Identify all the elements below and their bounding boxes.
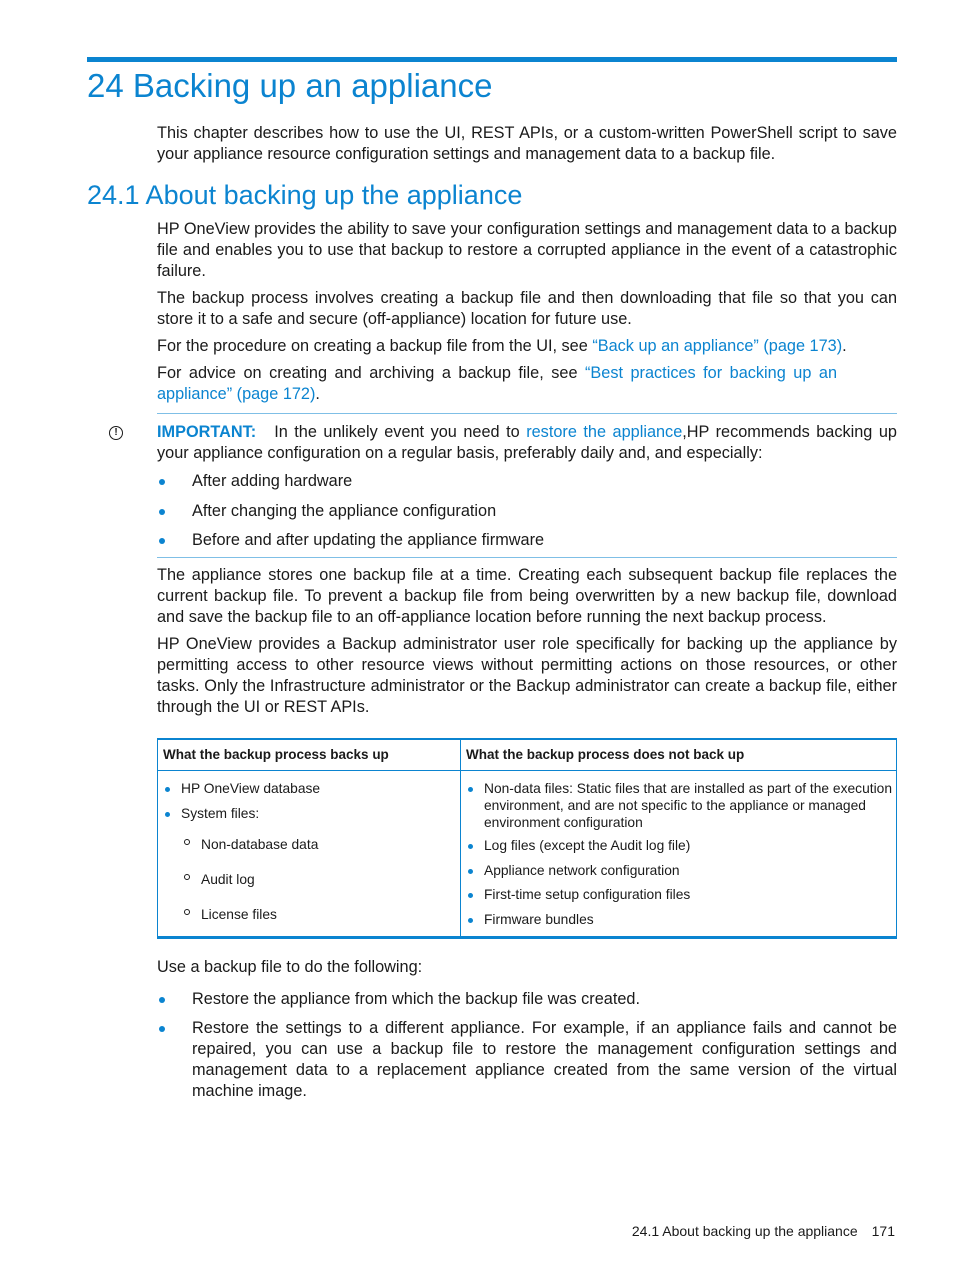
backs-up-list xyxy=(163,780,453,930)
important-label: IMPORTANT: xyxy=(157,423,257,441)
list-item: Restore the settings to a different appliance. For example, if an appliance fails and cannot be repaired, you can use a backup file to restore the management configuration settings and management data to a replacement appliance created from the same version of the virtual machine image. xyxy=(157,1018,897,1102)
chapter-intro: This chapter describes how to use the UI, REST APIs, or a custom-written PowerShell script to save your appliance resource configuration settings and management data to a backup file. xyxy=(157,124,897,163)
list-item: HP OneView database xyxy=(163,780,320,797)
bullet-icon xyxy=(165,787,170,792)
section-paragraph-2: The backup process involves creating a backup file and then downloading that file so that you can store it to a safe and secure (off-appliance) location for future use. xyxy=(157,289,897,328)
sub-list-item: Audit log xyxy=(183,871,255,888)
list-item: After adding hardware xyxy=(157,471,897,492)
body-paragraph-1: The appliance stores one backup file at a time. Creating each subsequent backup file replaces the current backup file. To prevent a backup file from being overwritten by a new backup file, download and save the backup file to an off-appliance location before running the next backup process. xyxy=(157,566,897,626)
uses-list xyxy=(157,989,897,1102)
section-paragraph-1: HP OneView provides the ability to save your configuration settings and management data to a backup file and enables you to use that backup to restore a corrupted appliance in the event of a catastrophic failure. xyxy=(157,220,897,280)
list-item: System files: xyxy=(163,805,259,822)
bullet-icon xyxy=(159,509,165,515)
bullet-icon xyxy=(159,479,165,485)
bullet-icon xyxy=(468,893,473,898)
chapter-rule xyxy=(87,57,897,62)
table-header-not-backed-up: What the backup process does not back up xyxy=(466,747,745,762)
list-item: Firmware bundles xyxy=(466,911,594,928)
page-number: 171 xyxy=(871,1223,895,1239)
bullet-icon xyxy=(468,918,473,923)
body-paragraph-2: HP OneView provides a Backup administrator user role specifically for backing up the appliance by permitting access to other resource views without permitting actions on those resources, or other tasks. Only the Infrastructure administrator or the Backup administrator can create a backup file, either through the UI or REST APIs. xyxy=(157,635,897,716)
bullet-icon xyxy=(159,538,165,544)
important-list xyxy=(157,471,897,551)
bullet-icon xyxy=(159,997,165,1003)
list-item: Appliance network configuration xyxy=(466,862,680,879)
important-note: IMPORTANT: In the unlikely event you need to restore the appliance,HP recommends backing up your appliance configuration on a regular basis, preferably daily and, and especially: xyxy=(157,423,897,462)
backup-table xyxy=(157,738,897,939)
restore-appliance-link[interactable]: restore the appliance xyxy=(526,423,683,441)
section-paragraph-4: For advice on creating and archiving a backup file, see “Best practices for backing up an appliance” (page 172). xyxy=(157,364,837,403)
bullet-icon xyxy=(468,787,473,792)
sub-list-item: Non-database data xyxy=(183,836,318,853)
list-item: Before and after updating the appliance firmware xyxy=(157,530,897,551)
circle-bullet-icon xyxy=(184,909,190,915)
list-item: Restore the appliance from which the backup file was created. xyxy=(157,989,897,1010)
table-header-backs-up: What the backup process backs up xyxy=(163,747,389,762)
header-divider xyxy=(158,770,896,771)
circle-bullet-icon xyxy=(184,874,190,880)
circle-bullet-icon xyxy=(184,839,190,845)
important-top-rule xyxy=(157,413,897,414)
bullet-icon xyxy=(165,812,170,817)
bullet-icon xyxy=(468,844,473,849)
not-backed-up-list xyxy=(466,780,894,930)
back-up-appliance-link[interactable]: “Back up an appliance” (page 173) xyxy=(592,337,843,355)
bullet-icon xyxy=(159,1026,165,1032)
list-item: First-time setup configuration files xyxy=(466,886,690,903)
best-practices-link[interactable]: “Best practices for backing up an appliance” (page 172) xyxy=(157,364,837,403)
list-item: Log files (except the Audit log file) xyxy=(466,837,690,854)
page-footer xyxy=(632,1222,895,1240)
uses-intro: Use a backup file to do the following: xyxy=(157,958,423,976)
list-item: Non-data files: Static files that are installed as part of the execution environment, and are not specific to the appliance or managed environment configuration xyxy=(466,780,894,831)
chapter-title: 24 Backing up an appliance xyxy=(87,67,493,104)
section-paragraph-3: For the procedure on creating a backup file from the UI, see “Back up an appliance” (page 173). xyxy=(157,337,847,355)
section-title: 24.1 About backing up the appliance xyxy=(87,180,523,210)
footer-section: 24.1 About backing up the appliance xyxy=(631,1223,858,1239)
list-item: After changing the appliance configuration xyxy=(157,501,897,522)
bullet-icon xyxy=(468,869,473,874)
sub-list-item: License files xyxy=(183,906,277,923)
exclamation-circle-icon: ! xyxy=(109,426,123,440)
important-bottom-rule xyxy=(157,557,897,558)
